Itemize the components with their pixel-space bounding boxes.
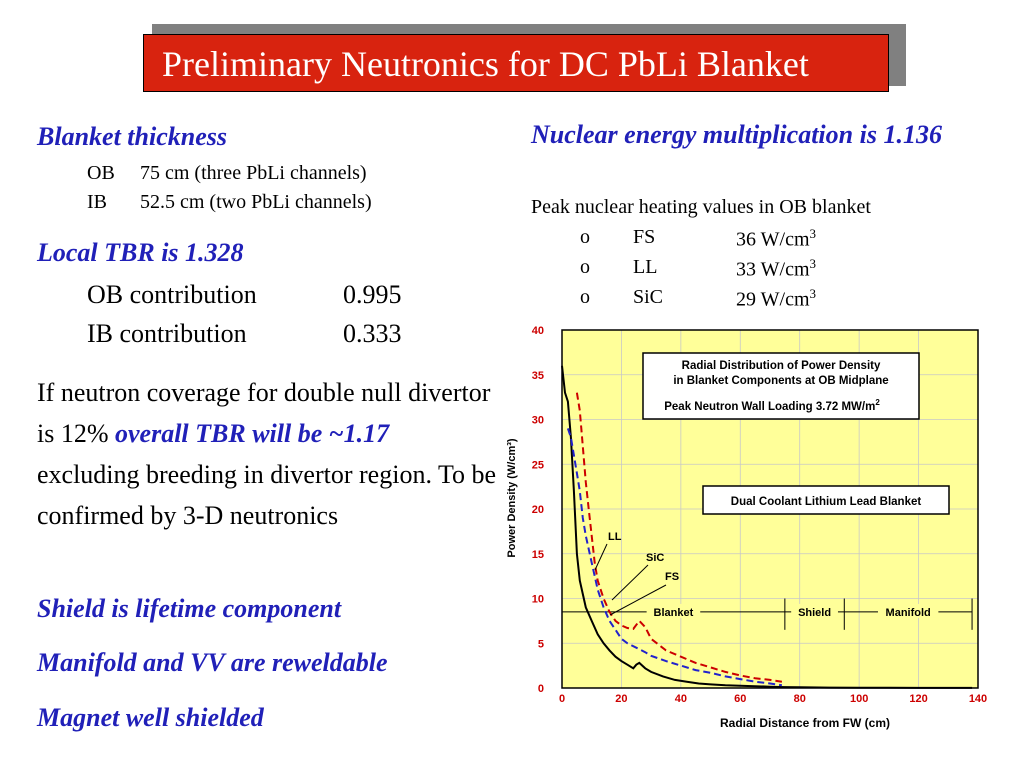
x-tick-0: 0 [558, 693, 566, 705]
x-tick-40: 40 [674, 693, 687, 705]
y-tick-5: 5 [537, 638, 544, 651]
ob-value: 75 cm (three PbLi channels) [140, 162, 367, 184]
blanket-thickness-heading: Blanket thickness [37, 122, 227, 151]
bullet-fs: o [580, 226, 590, 248]
bullet-sic: o [580, 286, 590, 308]
y-tick-40: 40 [531, 325, 544, 337]
item-ll-name: LL [633, 256, 658, 278]
x-axis-label: Radial Distance from FW (cm) [719, 716, 891, 730]
peak-heating-heading: Peak nuclear heating values in OB blanket [531, 196, 871, 218]
power-density-chart [500, 318, 1000, 738]
y-tick-35: 35 [531, 369, 544, 382]
ib-contribution-value: 0.333 [343, 319, 402, 348]
y-axis-label: Power Density (W/cm³) [506, 438, 518, 558]
y-tick-10: 10 [531, 593, 544, 606]
coverage-paragraph [37, 372, 497, 536]
item-fs-name: FS [633, 226, 656, 248]
y-tick-25: 25 [531, 459, 544, 472]
x-tick-20: 20 [615, 693, 628, 705]
region-label-0: Blanket [653, 606, 694, 619]
x-tick-140: 140 [968, 693, 988, 705]
title-box [143, 34, 889, 92]
shield-statement: Shield is lifetime component [37, 594, 342, 623]
tbr-heading: Local TBR is 1.328 [37, 238, 244, 267]
chart-title-line1: Radial Distribution of Power Density [681, 360, 881, 372]
x-tick-60: 60 [734, 693, 747, 705]
chart-title-line3: Peak Neutron Wall Loading 3.72 $MW/m^2$ [664, 398, 880, 413]
y-tick-15: 15 [531, 548, 544, 561]
bullet-ll: o [580, 256, 590, 278]
item-sic-name: SiC [633, 286, 664, 308]
ob-contribution-label: OB contribution [87, 280, 257, 309]
item-ll-value: 33 $W/cm^3$ [736, 256, 817, 281]
region-label-2: Manifold [885, 606, 931, 619]
annotation-sic: SiC [646, 552, 665, 564]
ib-value: 52.5 cm (two PbLi channels) [140, 191, 372, 213]
magnet-statement: Magnet well shielded [37, 703, 264, 732]
chart-title-line2: in Blanket Components at OB Midplane [673, 375, 889, 387]
x-tick-120: 120 [909, 693, 928, 705]
annotation-fs: FS [665, 571, 680, 583]
ob-label: OB [87, 162, 115, 184]
x-tick-80: 80 [793, 693, 806, 705]
manifold-statement: Manifold and VV are reweldable [37, 648, 388, 677]
nem-heading: Nuclear energy multiplication is 1.136 [531, 120, 942, 149]
y-tick-0: 0 [537, 683, 544, 695]
ob-contribution-value: 0.995 [343, 280, 402, 309]
ib-contribution-label: IB contribution [87, 319, 247, 348]
region-label-1: Shield [798, 606, 832, 619]
annotation-ll: LL [608, 531, 622, 543]
x-tick-100: 100 [849, 693, 869, 705]
chart-subtitle: Dual Coolant Lithium Lead Blanket [730, 496, 922, 508]
para-text-2: excluding breeding in divertor region. To be confirmed by 3-D neutronics [37, 460, 497, 530]
y-tick-30: 30 [531, 414, 544, 427]
ib-label: IB [87, 191, 107, 213]
y-tick-20: 20 [531, 504, 544, 516]
item-fs-value: 36 $W/cm^3$ [736, 226, 817, 251]
item-sic-value: 29 $W/cm^3$ [736, 286, 817, 311]
para-text-1: If neutron coverage for double null divertor is 12% [37, 378, 491, 448]
para-emphasis: overall TBR will be ~1.17 [115, 419, 390, 448]
page-title: Preliminary Neutronics for DC PbLi Blanket [162, 44, 809, 84]
